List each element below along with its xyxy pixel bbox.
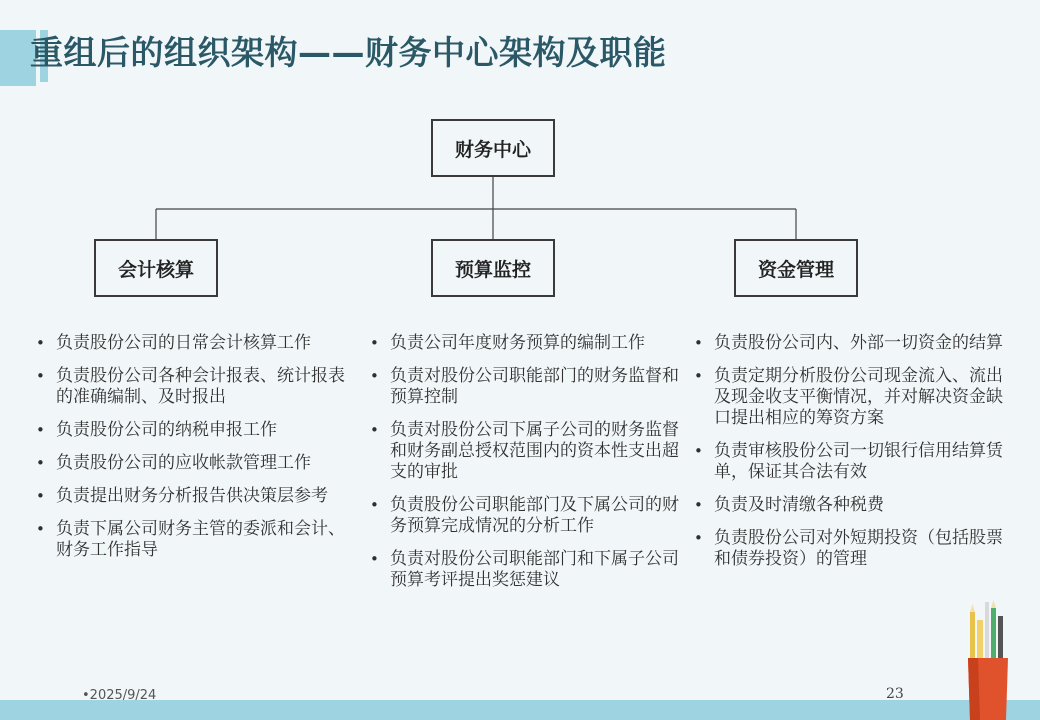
duty-text: 负责对股份公司下属子公司的财务监督和财务副总授权范围内的资本性支出超支的审批 [390, 420, 679, 482]
duty-text: 负责股份公司内、外部一切资金的结算 [714, 333, 1003, 353]
bullet-icon: • [370, 367, 379, 385]
duty-text: 负责股份公司对外短期投资（包括股票和债券投资）的管理 [714, 528, 1003, 569]
budget-duties-list [368, 333, 688, 603]
duty-text: 负责股份公司的应收帐款管理工作 [56, 453, 311, 473]
bullet-icon: • [694, 496, 703, 514]
bullet-icon: • [36, 487, 45, 505]
duty-text: 负责股份公司的日常会计核算工作 [56, 333, 311, 353]
org-branch-budget: 预算监控 [431, 239, 555, 297]
list-item [34, 420, 354, 441]
list-item [368, 366, 688, 408]
funds-duties-list [692, 333, 1012, 582]
org-branch-accounting: 会计核算 [94, 239, 218, 297]
duty-text: 负责下属公司财务主管的委派和会计、财务工作指导 [56, 519, 345, 560]
duty-text: 负责股份公司各种会计报表、统计报表的准确编制、及时报出 [56, 366, 345, 407]
accounting-duties-list [34, 333, 354, 573]
bullet-icon: • [694, 529, 703, 547]
bullet-icon: • [370, 496, 379, 514]
list-item [34, 453, 354, 474]
org-root-box: 财务中心 [431, 119, 555, 177]
list-item [34, 366, 354, 408]
list-item [368, 420, 688, 483]
bullet-icon: • [370, 334, 379, 352]
list-item [692, 495, 1012, 516]
duty-text: 负责审核股份公司一切银行信用结算赁单，保证其合法有效 [714, 441, 1003, 482]
list-item [692, 333, 1012, 354]
date-text: 2025/9/24 [89, 688, 157, 703]
duty-text: 负责定期分析股份公司现金流入、流出及现金收支平衡情况，并对解决资金缺口提出相应的筹资方案 [714, 366, 1003, 428]
footer-bar [0, 700, 1040, 720]
bullet-icon: • [694, 442, 703, 460]
list-item [692, 528, 1012, 570]
bullet-icon: • [694, 334, 703, 352]
page-number: 23 [886, 686, 904, 702]
list-item [34, 333, 354, 354]
duty-text: 负责及时清缴各种税费 [714, 495, 884, 515]
slide-date [82, 688, 156, 703]
list-item [34, 486, 354, 507]
pencil-cup-icon [962, 590, 1012, 720]
bullet-icon: • [36, 421, 45, 439]
org-branch-funds: 资金管理 [734, 239, 858, 297]
list-item [368, 495, 688, 537]
bullet-icon: • [694, 367, 703, 385]
bullet-icon: • [36, 367, 45, 385]
bullet-icon: • [370, 421, 379, 439]
list-item [368, 333, 688, 354]
bullet-icon: • [82, 688, 90, 703]
duty-text: 负责对股份公司职能部门的财务监督和预算控制 [390, 366, 679, 407]
list-item [368, 549, 688, 591]
page-title: 重组后的组织架构——财务中心架构及职能 [30, 33, 667, 72]
list-item [692, 366, 1012, 429]
list-item [34, 519, 354, 561]
bullet-icon: • [370, 550, 379, 568]
duty-text: 负责股份公司职能部门及下属公司的财务预算完成情况的分析工作 [390, 495, 679, 536]
duty-text: 负责提出财务分析报告供决策层参考 [56, 486, 328, 506]
bullet-icon: • [36, 334, 45, 352]
duty-text: 负责对股份公司职能部门和下属子公司预算考评提出奖惩建议 [390, 549, 679, 590]
bullet-icon: • [36, 454, 45, 472]
duty-text: 负责股份公司的纳税申报工作 [56, 420, 277, 440]
list-item [692, 441, 1012, 483]
duty-text: 负责公司年度财务预算的编制工作 [390, 333, 645, 353]
bullet-icon: • [36, 520, 45, 538]
